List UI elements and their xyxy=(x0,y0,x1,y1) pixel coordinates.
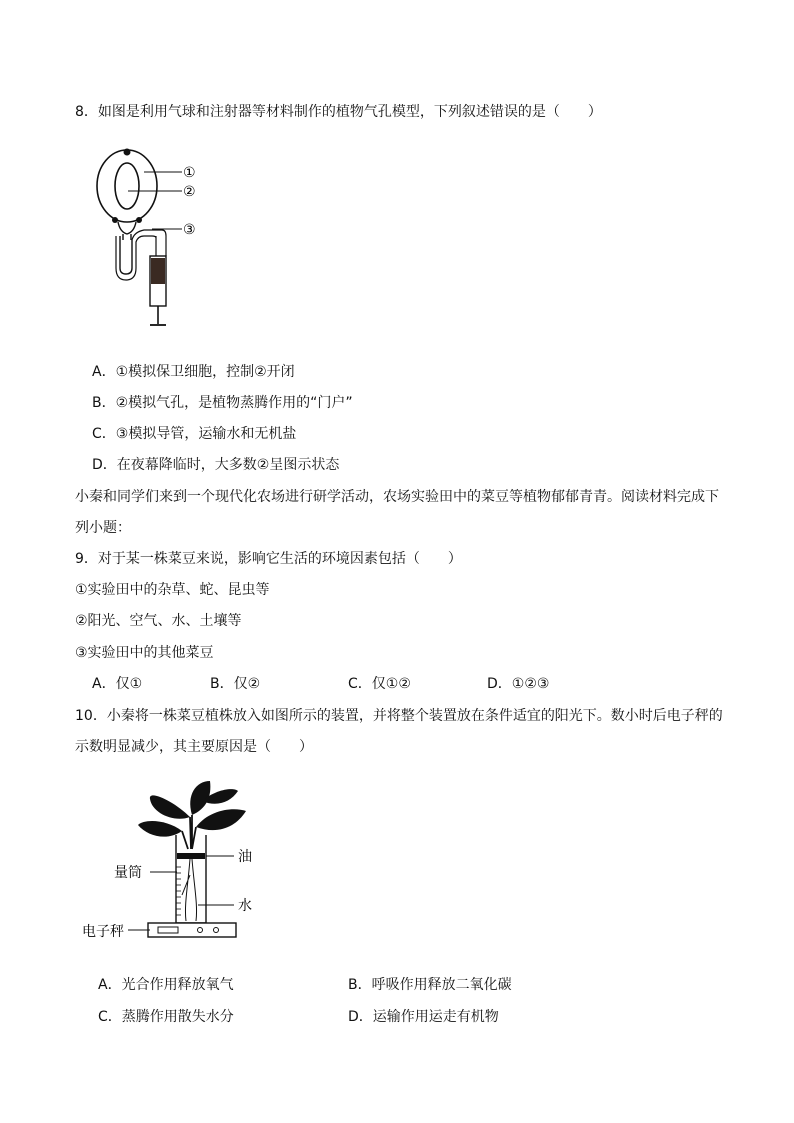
q10-option-b: B．呼吸作用释放二氧化碳 xyxy=(348,977,512,993)
q9-item-3: ③实验田中的其他菜豆 xyxy=(75,645,214,661)
q10-option-d: D．运输作用运走有机物 xyxy=(348,1009,499,1025)
q9-option-d: D．①②③ xyxy=(487,676,550,692)
q9-option-a: A．仅① xyxy=(92,676,143,692)
q9-option-b: B．仅② xyxy=(210,676,261,692)
label-cylinder: 量筒 xyxy=(114,865,142,881)
guard-cell-balloon xyxy=(97,150,157,222)
q9-item-1: ①实验田中的杂草、蛇、昆虫等 xyxy=(75,582,270,598)
intro-line-1: 小秦和同学们来到一个现代化农场进行研学活动，农场实验田中的菜豆等植物郁郁青青。阅读材料完成下 xyxy=(75,489,719,505)
leaf xyxy=(150,795,190,818)
q9-option-c: C．仅①② xyxy=(348,676,411,692)
intro-line-2: 列小题： xyxy=(75,520,131,536)
electronic-scale xyxy=(148,923,236,937)
q8-option-a: A．①模拟保卫细胞，控制②开闭 xyxy=(92,364,295,380)
q10-stem-line-1: 10．小秦将一株菜豆植株放入如图所示的装置，并将整个装置放在条件适宜的阳光下。数小时后电子秤的 xyxy=(75,708,723,724)
q10-option-c: C．蒸腾作用散失水分 xyxy=(98,1009,234,1025)
label-3: ③ xyxy=(183,222,196,238)
oil-layer xyxy=(177,853,205,859)
q8-option-b: B．②模拟气孔，是植物蒸腾作用的“门户” xyxy=(92,395,353,411)
q9-stem: 9．对于某一株菜豆来说，影响它生活的环境因素包括（ ） xyxy=(75,551,462,567)
q10-option-a: A．光合作用释放氧气 xyxy=(98,977,234,993)
label-1: ① xyxy=(183,165,196,181)
q8-option-c: C．③模拟导管，运输水和无机盐 xyxy=(92,426,297,442)
label-2: ② xyxy=(183,184,196,200)
tube xyxy=(120,236,132,274)
plant-scale-figure xyxy=(78,775,278,955)
label-water: 水 xyxy=(238,898,252,914)
leaf xyxy=(138,821,182,837)
leaf xyxy=(196,809,246,830)
stomata-model-figure xyxy=(90,140,230,340)
label-scale: 电子秤 xyxy=(82,924,124,940)
q8-stem: 8．如图是利用气球和注射器等材料制作的植物气孔模型，下列叙述错误的是（ ） xyxy=(75,104,602,120)
stoma-opening xyxy=(115,163,139,209)
q8-option-d: D．在夜幕降临时，大多数②呈图示状态 xyxy=(92,457,340,473)
label-oil: 油 xyxy=(238,849,252,865)
q9-item-2: ②阳光、空气、水、土壤等 xyxy=(75,613,242,629)
q10-stem-line-2: 示数明显减少，其主要原因是（ ） xyxy=(75,739,313,755)
